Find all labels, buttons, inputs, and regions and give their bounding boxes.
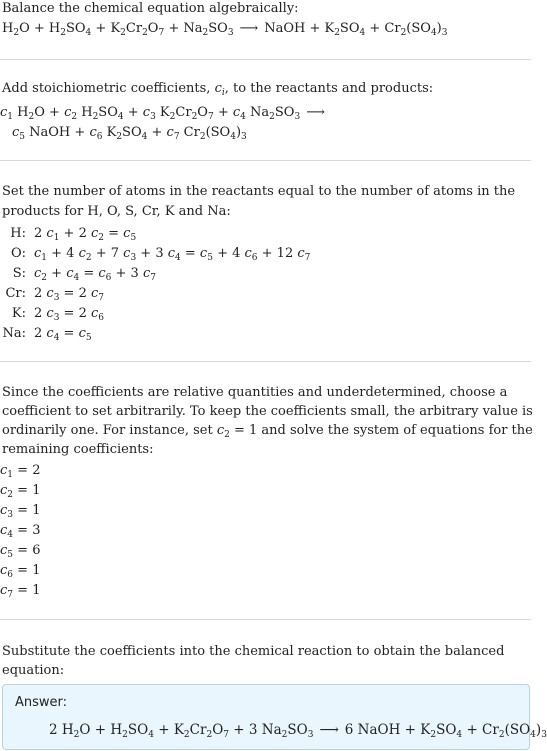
coefficient-equation-line2: $c_5$ NaOH + $c_6$ $K_2SO_4 + c_7$ $Cr_2(SO_4)_3$ bbox=[12, 125, 247, 142]
coef-c6: $c_6 = 1$ bbox=[0, 563, 41, 580]
coef-c7: $c_7 = 1$ bbox=[0, 583, 41, 600]
equation-k: K: 2 $c_3 = 2$ $c_6$ bbox=[11, 306, 104, 323]
section1-title: Balance the chemical equation algebraically: bbox=[2, 1, 299, 16]
coef-c2: $c_2 = 1$ bbox=[0, 483, 41, 500]
section4-para-1: Since the coefficients are relative quantities and underdetermined, choose a bbox=[2, 385, 508, 400]
equation-s: S: $c_2 + c_4 = c_6 + 3$ $c_7$ bbox=[12, 266, 156, 283]
section2-intro: Add stoichiometric coefficients, $c_i$, to the reactants and products: bbox=[2, 81, 434, 98]
section5-para-1: Substitute the coefficients into the chemical reaction to obtain the balanced bbox=[2, 644, 505, 659]
section3-intro-1: Set the number of atoms in the reactants equal to the number of atoms in the bbox=[2, 184, 516, 199]
equation-na: Na: 2 $c_4 = c_5$ bbox=[2, 326, 92, 343]
equation-h: H: 2 $c_1 + 2$ $c_2 = c_5$ bbox=[10, 226, 137, 243]
section4-para-4: remaining coefficients: bbox=[2, 442, 154, 457]
divider-3 bbox=[0, 361, 531, 362]
section5-para-2: equation: bbox=[2, 663, 65, 678]
balanced-equation: 2 $H_2O + H_2SO_4 + K_2Cr_2O_7 + 3$ $Na_2SO_3$ ⟶ 6 NaOH + $K_2SO_4 + Cr_2(SO_4)_3$ bbox=[49, 722, 547, 740]
coef-c5: $c_5 = 6$ bbox=[0, 543, 41, 560]
unbalanced-equation: $H_2O + H_2SO_4 + K_2Cr_2O_7 + Na_2SO_3$ ⟶ NaOH + $K_2SO_4 + Cr_2(SO_4)_3$ bbox=[2, 21, 448, 38]
divider-2 bbox=[0, 160, 531, 161]
coefficient-equation-line1: $c_1$ $H_2O + c_2$ $H_2SO_4 + c_3$ $K_2Cr_2O_7 + c_4$ $Na_2SO_3$ ⟶ bbox=[0, 105, 325, 122]
answer-label: Answer: bbox=[15, 695, 68, 710]
divider-1 bbox=[0, 59, 531, 60]
section4-para-2: coefficient to set arbitrarily. To keep the coefficients small, the arbitrary value is bbox=[2, 404, 533, 419]
divider-4 bbox=[0, 619, 531, 620]
equation-cr: Cr: 2 $c_3 = 2$ $c_7$ bbox=[5, 286, 104, 303]
coef-c4: $c_4 = 3$ bbox=[0, 523, 41, 540]
coef-c1: $c_1 = 2$ bbox=[0, 463, 41, 480]
coef-c3: $c_3 = 1$ bbox=[0, 503, 41, 520]
equation-o: O: $c_1 + 4$ $c_2 + 7$ $c_3 + 3$ $c_4 = c_5 + 4$ $c_6 + 12$ $c_7$ bbox=[10, 246, 311, 263]
section3-intro-2: products for H, O, S, Cr, K and Na: bbox=[2, 204, 231, 219]
answer-box bbox=[2, 684, 547, 750]
section4-para-3: ordinarily one. For instance, set $c_2 = 1$ and solve the system of equations for the bbox=[2, 423, 533, 440]
